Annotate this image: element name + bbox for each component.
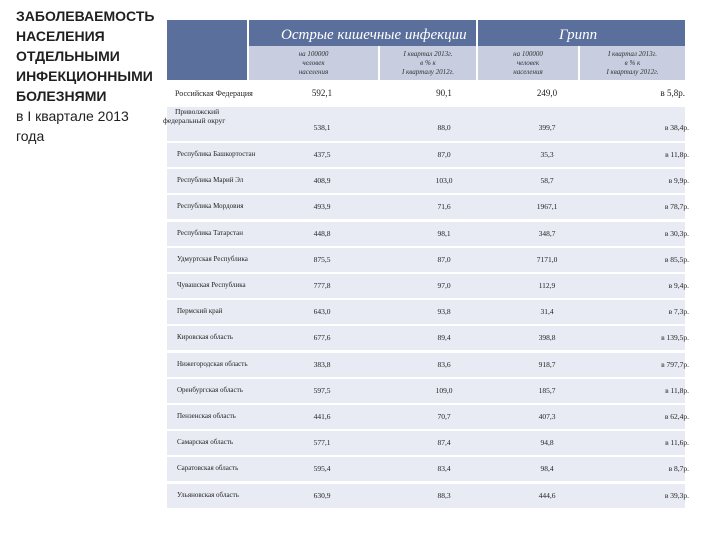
subheader-text: на 100000 [513,49,543,58]
table-row [167,143,689,167]
row-label: Республика Марий Эл [177,176,244,185]
cell-v2: 87,0 [437,254,451,264]
row-label: Оренбургская область [177,385,243,394]
cell-v4: в 39,3р. [664,490,689,500]
row-label: Республика Мордовия [177,202,244,211]
cell-v3: 398,8 [538,333,556,343]
subheader-text: в % к [420,58,436,67]
table-row [167,431,689,455]
cell-v4: в 9,9р. [668,176,689,186]
subheader-cell [478,46,578,80]
subheader-text: человек [302,58,325,67]
cell-v2: 87,0 [437,150,451,159]
subheader-text: I кварталу 2012г. [606,67,659,76]
row-label: Чувашская Республика [177,281,246,289]
cell-v4: в 139,5р. [661,333,689,343]
table-row [167,457,689,481]
row-label: Удмуртская Республика [177,254,248,263]
row-label: Российская Федерация [175,89,253,98]
cell-v2: 109,0 [435,385,453,395]
cell-v2: 98,1 [437,228,451,238]
cell-v4: в 797,7р. [661,359,689,369]
subheader-cell [380,46,476,80]
row-label-line: Приволжский [175,107,220,116]
title-line: ОТДЕЛЬНЫМИ [16,48,120,64]
subheader-text: населения [298,67,329,76]
cell-v2: 88,0 [437,123,451,132]
cell-v1: 577,1 [313,438,331,448]
table-row [167,326,689,350]
cell-v3: 918,7 [538,359,556,369]
cell-v2: 83,4 [437,464,451,474]
table-row [167,222,689,246]
subheader-text: на 100000 [298,49,329,58]
cell-v1: 383,8 [313,359,331,369]
cell-v4: в 9,4р. [668,281,689,290]
cell-v1: 408,9 [313,176,331,186]
cell-v2: 83,6 [437,359,451,369]
cell-v1: 777,8 [313,281,331,290]
row-label: Пензенская область [177,412,236,420]
cell-v2: 89,4 [437,333,451,343]
cell-v3: 58,7 [540,176,554,186]
title-line: ИНФЕКЦИОННЫМИ [16,68,153,84]
table-row [167,274,689,298]
title-line: года [16,128,45,144]
row-label: Республика Татарстан [177,228,244,237]
cell-v3: 249,0 [536,88,558,98]
cell-v2: 103,0 [435,176,453,186]
cell-v1: 875,5 [313,254,331,264]
group-header-intestinal: Острые кишечные инфекции [281,27,467,43]
cell-v3: 348,7 [538,228,556,238]
page-title [16,6,166,146]
cell-v1: 592,1 [311,88,333,98]
group-header-flu: Грипп [559,27,598,43]
cell-v2: 88,3 [437,490,451,500]
cell-v1: 441,6 [313,412,331,421]
cell-v3: 98,4 [540,464,554,474]
cell-v3: 112,9 [538,281,556,290]
table-row [167,353,689,377]
table-row [167,300,689,324]
cell-v1: 437,5 [313,150,331,159]
row-label: Саратовская область [177,464,239,473]
row-label [163,107,225,125]
cell-v2: 70,7 [437,412,451,421]
cell-v1: 630,9 [313,490,331,500]
table-row [167,248,689,272]
cell-v3: 35,3 [540,150,554,159]
cell-v4: в 85,5р. [664,254,689,264]
table-header-corner [167,20,247,80]
title-line: БОЛЕЗНЯМИ [16,88,107,104]
cell-v2: 71,6 [437,202,451,212]
table-row [167,169,689,193]
subheader-text: в % к [624,58,641,67]
subheader-cell [249,46,378,80]
cell-v4: в 11,6р. [665,438,689,448]
cell-v3: 407,3 [538,412,556,421]
cell-v2: 93,8 [437,307,451,317]
cell-v4: в 30,3р. [664,228,689,238]
cell-v1: 595,4 [313,464,331,474]
cell-v4: в 78,7р. [664,202,689,212]
cell-v1: 597,5 [313,385,331,395]
subheader-text: I квартал 2013г. [607,49,658,58]
table-row [167,195,689,219]
table-header-groups [249,20,685,46]
title-line: ЗАБОЛЕВАЕМОСТЬ [16,8,155,24]
cell-v3: 185,7 [538,385,556,395]
subheader-text: I кварталу 2012г. [401,67,455,76]
subheader-text: I квартал 2013г. [403,49,453,58]
cell-v3: 399,7 [538,123,556,132]
subheader-text: человек [516,58,540,67]
cell-v3: 444,6 [538,490,556,500]
cell-v4: в 62,4р. [664,412,689,421]
row-label: Нижегородская область [177,359,248,368]
cell-v4: в 8,7р. [668,464,689,474]
cell-v1: 493,9 [313,202,331,212]
cell-v3: 7171,0 [536,254,558,264]
subheader-text: населения [513,67,543,76]
cell-v4: в 11,8р. [665,150,689,159]
subheader-cell [580,46,685,80]
title-line: в I квартале 2013 [16,108,129,124]
cell-v2: 97,0 [437,281,451,290]
table-row [167,83,685,105]
cell-v1: 677,6 [313,333,331,343]
cell-v4: в 5,8р. [660,88,685,98]
cell-v1: 448,8 [313,228,331,238]
table-row [167,379,689,403]
cell-v4: в 7,3р. [668,307,689,317]
cell-v2: 90,1 [436,88,452,98]
cell-v3: 1967,1 [536,202,558,212]
title-line: НАСЕЛЕНИЯ [16,28,105,44]
row-label: Республика Башкортостан [177,150,256,158]
table-row [167,405,689,429]
table-row [163,107,689,141]
row-label: Кировская область [177,333,234,342]
cell-v4: в 11,8р. [665,385,689,395]
row-label: Самарская область [177,438,234,447]
cell-v1: 538,1 [313,123,331,132]
cell-v1: 643,0 [313,307,331,317]
cell-v4: в 38,4р. [664,123,689,132]
row-label: Пермский край [177,307,223,316]
table-row [167,484,689,508]
row-label: Ульяновская область [177,490,239,499]
cell-v2: 87,4 [437,438,451,448]
row-label-line: федеральный округ [163,116,226,125]
cell-v3: 31,4 [540,307,554,317]
cell-v3: 94,8 [540,438,554,448]
